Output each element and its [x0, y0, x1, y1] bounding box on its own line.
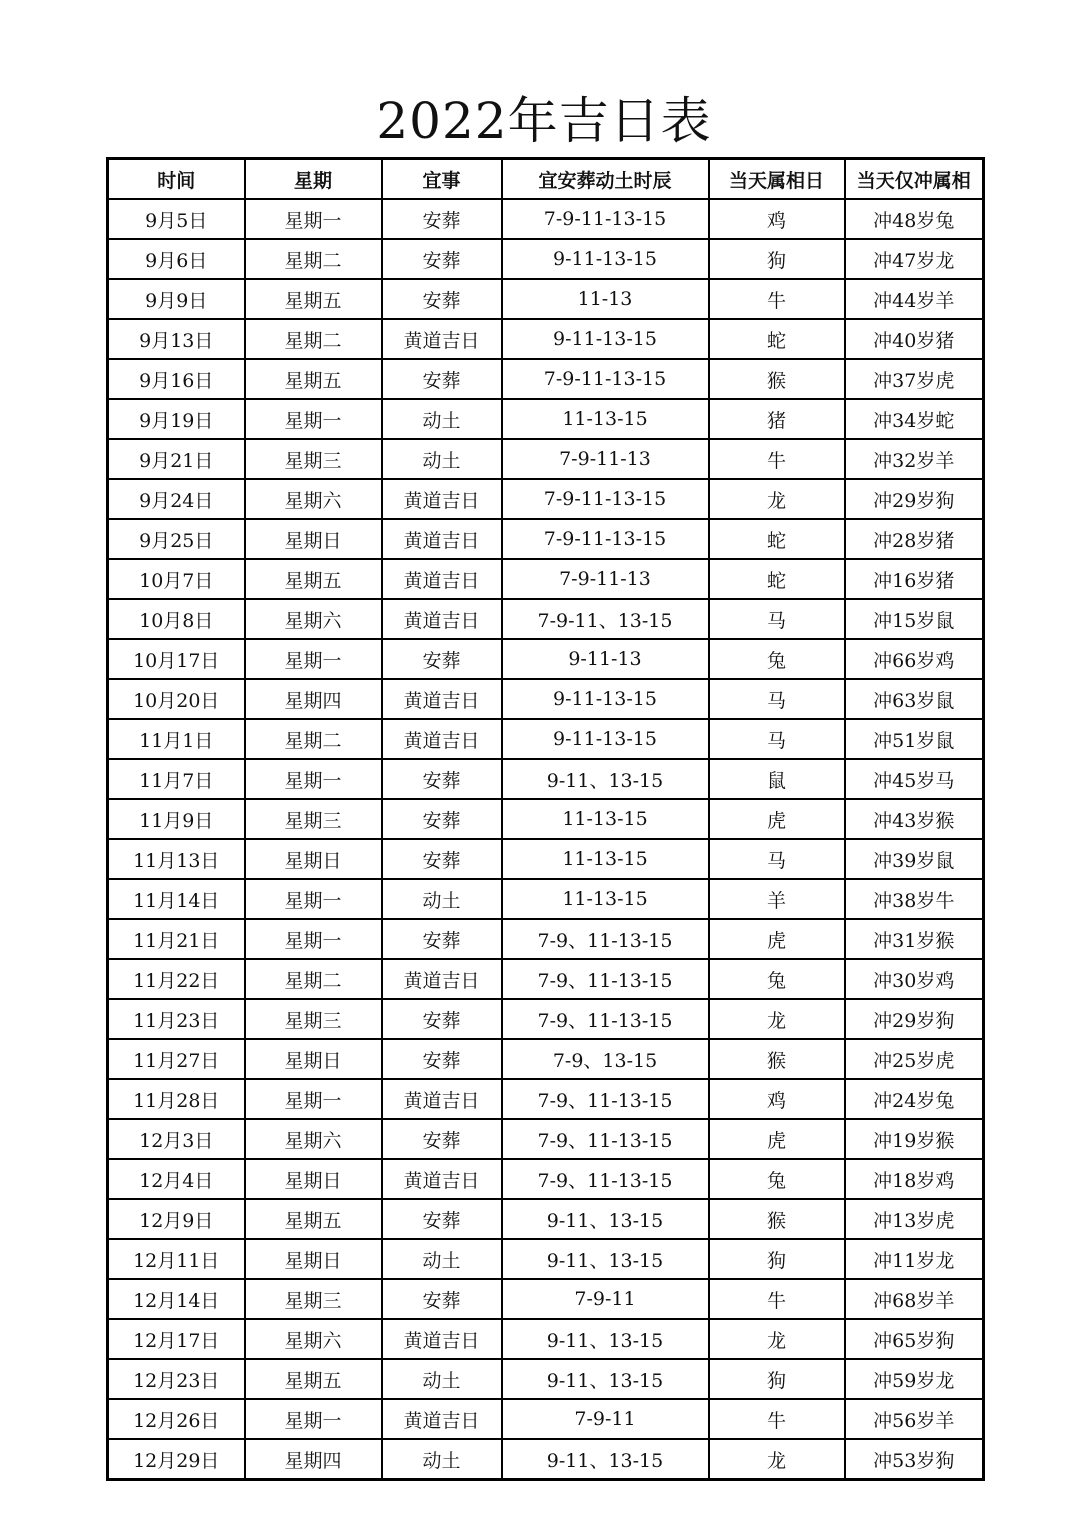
- cell-activity: 安葬: [382, 1119, 502, 1159]
- cell-activity: 安葬: [382, 639, 502, 679]
- cell-clash-zodiac: 冲31岁猴: [845, 919, 984, 959]
- table-row: [108, 1279, 984, 1319]
- cell-date: 12月17日: [108, 1319, 245, 1359]
- cell-activity: 安葬: [382, 999, 502, 1039]
- cell-zodiac-day: 羊: [709, 879, 845, 919]
- cell-zodiac-day: 蛇: [709, 559, 845, 599]
- header-clash-zodiac: 当天仅冲属相: [845, 159, 984, 200]
- table-row: [108, 1359, 984, 1399]
- cell-activity: 黄道吉日: [382, 1399, 502, 1439]
- cell-weekday: 星期三: [245, 1279, 382, 1319]
- cell-clash-zodiac: 冲44岁羊: [845, 279, 984, 319]
- cell-activity: 安葬: [382, 279, 502, 319]
- cell-date: 12月23日: [108, 1359, 245, 1399]
- cell-date: 12月11日: [108, 1239, 245, 1279]
- cell-clash-zodiac: 冲19岁猴: [845, 1119, 984, 1159]
- cell-hours: 7-9、11-13-15: [502, 1159, 709, 1199]
- cell-hours: 9-11、13-15: [502, 759, 709, 799]
- cell-zodiac-day: 龙: [709, 1439, 845, 1480]
- cell-date: 11月7日: [108, 759, 245, 799]
- cell-hours: 9-11、13-15: [502, 1439, 709, 1480]
- cell-clash-zodiac: 冲59岁龙: [845, 1359, 984, 1399]
- table-row: [108, 399, 984, 439]
- cell-clash-zodiac: 冲11岁龙: [845, 1239, 984, 1279]
- cell-weekday: 星期五: [245, 559, 382, 599]
- cell-hours: 7-9、11-13-15: [502, 919, 709, 959]
- cell-weekday: 星期五: [245, 1359, 382, 1399]
- cell-date: 9月6日: [108, 239, 245, 279]
- cell-date: 9月19日: [108, 399, 245, 439]
- cell-date: 9月21日: [108, 439, 245, 479]
- cell-date: 11月13日: [108, 839, 245, 879]
- cell-date: 11月22日: [108, 959, 245, 999]
- table-row: [108, 959, 984, 999]
- cell-weekday: 星期一: [245, 1079, 382, 1119]
- table-row: [108, 199, 984, 239]
- cell-hours: 9-11、13-15: [502, 1239, 709, 1279]
- cell-weekday: 星期一: [245, 759, 382, 799]
- cell-date: 10月8日: [108, 599, 245, 639]
- cell-date: 12月4日: [108, 1159, 245, 1199]
- cell-hours: 9-11、13-15: [502, 1199, 709, 1239]
- cell-activity: 安葬: [382, 759, 502, 799]
- table-row: [108, 1079, 984, 1119]
- cell-hours: 11-13-15: [502, 839, 709, 879]
- table-row: [108, 359, 984, 399]
- cell-date: 9月16日: [108, 359, 245, 399]
- cell-activity: 安葬: [382, 239, 502, 279]
- cell-date: 9月5日: [108, 199, 245, 239]
- cell-activity: 安葬: [382, 359, 502, 399]
- cell-activity: 安葬: [382, 1039, 502, 1079]
- cell-zodiac-day: 牛: [709, 279, 845, 319]
- cell-weekday: 星期六: [245, 599, 382, 639]
- cell-date: 12月26日: [108, 1399, 245, 1439]
- cell-clash-zodiac: 冲25岁虎: [845, 1039, 984, 1079]
- cell-date: 9月24日: [108, 479, 245, 519]
- cell-weekday: 星期二: [245, 719, 382, 759]
- cell-zodiac-day: 蛇: [709, 319, 845, 359]
- cell-weekday: 星期六: [245, 479, 382, 519]
- cell-activity: 黄道吉日: [382, 319, 502, 359]
- cell-zodiac-day: 猴: [709, 1039, 845, 1079]
- cell-hours: 7-9-11-13-15: [502, 479, 709, 519]
- table-row: [108, 759, 984, 799]
- cell-hours: 9-11、13-15: [502, 1359, 709, 1399]
- cell-clash-zodiac: 冲29岁狗: [845, 999, 984, 1039]
- auspicious-days-table: [106, 157, 985, 1481]
- cell-zodiac-day: 马: [709, 599, 845, 639]
- cell-hours: 7-9-11-13-15: [502, 359, 709, 399]
- table-row: [108, 279, 984, 319]
- cell-weekday: 星期二: [245, 959, 382, 999]
- cell-date: 9月9日: [108, 279, 245, 319]
- cell-clash-zodiac: 冲47岁龙: [845, 239, 984, 279]
- cell-hours: 7-9-11-13: [502, 439, 709, 479]
- cell-hours: 7-9、13-15: [502, 1039, 709, 1079]
- header-date: 时间: [108, 159, 245, 200]
- cell-weekday: 星期日: [245, 1039, 382, 1079]
- cell-clash-zodiac: 冲66岁鸡: [845, 639, 984, 679]
- cell-activity: 动土: [382, 439, 502, 479]
- cell-zodiac-day: 马: [709, 679, 845, 719]
- table-row: [108, 519, 984, 559]
- cell-zodiac-day: 牛: [709, 1399, 845, 1439]
- cell-zodiac-day: 马: [709, 839, 845, 879]
- cell-hours: 9-11-13: [502, 639, 709, 679]
- cell-zodiac-day: 虎: [709, 919, 845, 959]
- cell-activity: 黄道吉日: [382, 719, 502, 759]
- cell-clash-zodiac: 冲34岁蛇: [845, 399, 984, 439]
- cell-clash-zodiac: 冲13岁虎: [845, 1199, 984, 1239]
- table-row: [108, 919, 984, 959]
- cell-clash-zodiac: 冲39岁鼠: [845, 839, 984, 879]
- cell-date: 12月9日: [108, 1199, 245, 1239]
- cell-weekday: 星期五: [245, 1199, 382, 1239]
- cell-activity: 黄道吉日: [382, 679, 502, 719]
- table-row: [108, 1239, 984, 1279]
- cell-weekday: 星期一: [245, 879, 382, 919]
- cell-zodiac-day: 狗: [709, 1359, 845, 1399]
- cell-zodiac-day: 猴: [709, 359, 845, 399]
- cell-zodiac-day: 兔: [709, 639, 845, 679]
- cell-zodiac-day: 虎: [709, 1119, 845, 1159]
- cell-weekday: 星期五: [245, 359, 382, 399]
- header-activity: 宜事: [382, 159, 502, 200]
- cell-date: 9月25日: [108, 519, 245, 559]
- table-row: [108, 1159, 984, 1199]
- cell-clash-zodiac: 冲18岁鸡: [845, 1159, 984, 1199]
- cell-clash-zodiac: 冲53岁狗: [845, 1439, 984, 1480]
- header-weekday: 星期: [245, 159, 382, 200]
- table-row: [108, 1199, 984, 1239]
- cell-activity: 黄道吉日: [382, 959, 502, 999]
- cell-zodiac-day: 龙: [709, 479, 845, 519]
- cell-date: 10月20日: [108, 679, 245, 719]
- table-row: [108, 879, 984, 919]
- cell-clash-zodiac: 冲32岁羊: [845, 439, 984, 479]
- cell-weekday: 星期一: [245, 199, 382, 239]
- table-row: [108, 639, 984, 679]
- cell-clash-zodiac: 冲45岁马: [845, 759, 984, 799]
- cell-clash-zodiac: 冲38岁牛: [845, 879, 984, 919]
- cell-activity: 动土: [382, 399, 502, 439]
- cell-zodiac-day: 牛: [709, 439, 845, 479]
- cell-hours: 7-9、11-13-15: [502, 999, 709, 1039]
- cell-weekday: 星期五: [245, 279, 382, 319]
- cell-activity: 黄道吉日: [382, 519, 502, 559]
- table-row: [108, 1039, 984, 1079]
- cell-activity: 黄道吉日: [382, 1159, 502, 1199]
- cell-activity: 动土: [382, 879, 502, 919]
- cell-date: 11月21日: [108, 919, 245, 959]
- cell-weekday: 星期三: [245, 999, 382, 1039]
- cell-activity: 黄道吉日: [382, 599, 502, 639]
- cell-zodiac-day: 蛇: [709, 519, 845, 559]
- cell-hours: 7-9-11: [502, 1399, 709, 1439]
- page-title: 2022年吉日表: [376, 92, 712, 150]
- cell-hours: 9-11-13-15: [502, 679, 709, 719]
- cell-activity: 安葬: [382, 799, 502, 839]
- cell-activity: 黄道吉日: [382, 1319, 502, 1359]
- cell-date: 11月9日: [108, 799, 245, 839]
- cell-date: 11月27日: [108, 1039, 245, 1079]
- cell-hours: 11-13-15: [502, 799, 709, 839]
- cell-weekday: 星期二: [245, 239, 382, 279]
- cell-zodiac-day: 牛: [709, 1279, 845, 1319]
- cell-activity: 黄道吉日: [382, 479, 502, 519]
- cell-weekday: 星期三: [245, 799, 382, 839]
- cell-zodiac-day: 兔: [709, 959, 845, 999]
- table-row: [108, 479, 984, 519]
- cell-activity: 动土: [382, 1439, 502, 1480]
- header-row: [108, 159, 984, 200]
- cell-activity: 动土: [382, 1239, 502, 1279]
- cell-hours: 7-9-11-13: [502, 559, 709, 599]
- cell-date: 11月23日: [108, 999, 245, 1039]
- table-row: [108, 799, 984, 839]
- cell-clash-zodiac: 冲28岁猪: [845, 519, 984, 559]
- header-hours: 宜安葬动土时辰: [502, 159, 709, 200]
- cell-hours: 7-9、11-13-15: [502, 959, 709, 999]
- cell-date: 11月1日: [108, 719, 245, 759]
- cell-zodiac-day: 龙: [709, 1319, 845, 1359]
- cell-date: 12月14日: [108, 1279, 245, 1319]
- cell-zodiac-day: 鼠: [709, 759, 845, 799]
- cell-zodiac-day: 虎: [709, 799, 845, 839]
- cell-weekday: 星期一: [245, 919, 382, 959]
- cell-weekday: 星期日: [245, 1159, 382, 1199]
- cell-weekday: 星期四: [245, 679, 382, 719]
- cell-date: 12月3日: [108, 1119, 245, 1159]
- table-row: [108, 319, 984, 359]
- cell-weekday: 星期日: [245, 1239, 382, 1279]
- table-row: [108, 1119, 984, 1159]
- cell-date: 12月29日: [108, 1439, 245, 1480]
- table-row: [108, 1439, 984, 1480]
- cell-date: 10月17日: [108, 639, 245, 679]
- table-header: [108, 159, 984, 200]
- cell-clash-zodiac: 冲43岁猴: [845, 799, 984, 839]
- table-row: [108, 719, 984, 759]
- cell-zodiac-day: 鸡: [709, 199, 845, 239]
- cell-hours: 11-13: [502, 279, 709, 319]
- cell-hours: 7-9-11、13-15: [502, 599, 709, 639]
- cell-date: 11月28日: [108, 1079, 245, 1119]
- table-body: [108, 199, 984, 1480]
- cell-hours: 7-9、11-13-15: [502, 1079, 709, 1119]
- cell-clash-zodiac: 冲37岁虎: [845, 359, 984, 399]
- cell-weekday: 星期一: [245, 639, 382, 679]
- cell-activity: 安葬: [382, 1199, 502, 1239]
- cell-hours: 9-11、13-15: [502, 1319, 709, 1359]
- cell-zodiac-day: 狗: [709, 239, 845, 279]
- cell-weekday: 星期四: [245, 1439, 382, 1480]
- cell-zodiac-day: 马: [709, 719, 845, 759]
- cell-weekday: 星期三: [245, 439, 382, 479]
- cell-zodiac-day: 鸡: [709, 1079, 845, 1119]
- table-row: [108, 999, 984, 1039]
- cell-zodiac-day: 猴: [709, 1199, 845, 1239]
- cell-weekday: 星期一: [245, 1399, 382, 1439]
- cell-hours: 9-11-13-15: [502, 319, 709, 359]
- cell-activity: 安葬: [382, 199, 502, 239]
- cell-clash-zodiac: 冲63岁鼠: [845, 679, 984, 719]
- cell-activity: 安葬: [382, 839, 502, 879]
- cell-activity: 黄道吉日: [382, 1079, 502, 1119]
- cell-hours: 7-9、11-13-15: [502, 1119, 709, 1159]
- cell-zodiac-day: 狗: [709, 1239, 845, 1279]
- cell-hours: 9-11-13-15: [502, 239, 709, 279]
- cell-clash-zodiac: 冲48岁兔: [845, 199, 984, 239]
- cell-hours: 7-9-11-13-15: [502, 199, 709, 239]
- cell-weekday: 星期日: [245, 839, 382, 879]
- cell-clash-zodiac: 冲68岁羊: [845, 1279, 984, 1319]
- cell-date: 10月7日: [108, 559, 245, 599]
- cell-clash-zodiac: 冲40岁猪: [845, 319, 984, 359]
- cell-weekday: 星期一: [245, 399, 382, 439]
- header-zodiac-day: 当天属相日: [709, 159, 845, 200]
- table-row: [108, 1319, 984, 1359]
- cell-hours: 11-13-15: [502, 879, 709, 919]
- table-row: [108, 679, 984, 719]
- cell-hours: 11-13-15: [502, 399, 709, 439]
- cell-clash-zodiac: 冲30岁鸡: [845, 959, 984, 999]
- table-row: [108, 839, 984, 879]
- cell-activity: 黄道吉日: [382, 559, 502, 599]
- cell-clash-zodiac: 冲24岁兔: [845, 1079, 984, 1119]
- cell-weekday: 星期二: [245, 319, 382, 359]
- cell-date: 9月13日: [108, 319, 245, 359]
- cell-clash-zodiac: 冲65岁狗: [845, 1319, 984, 1359]
- cell-activity: 动土: [382, 1359, 502, 1399]
- cell-clash-zodiac: 冲29岁狗: [845, 479, 984, 519]
- cell-hours: 9-11-13-15: [502, 719, 709, 759]
- cell-clash-zodiac: 冲56岁羊: [845, 1399, 984, 1439]
- table-row: [108, 439, 984, 479]
- cell-activity: 安葬: [382, 919, 502, 959]
- table-row: [108, 599, 984, 639]
- table-row: [108, 559, 984, 599]
- cell-date: 11月14日: [108, 879, 245, 919]
- cell-activity: 安葬: [382, 1279, 502, 1319]
- cell-zodiac-day: 龙: [709, 999, 845, 1039]
- cell-clash-zodiac: 冲15岁鼠: [845, 599, 984, 639]
- cell-clash-zodiac: 冲16岁猪: [845, 559, 984, 599]
- cell-hours: 7-9-11-13-15: [502, 519, 709, 559]
- cell-weekday: 星期六: [245, 1119, 382, 1159]
- table-row: [108, 239, 984, 279]
- cell-weekday: 星期日: [245, 519, 382, 559]
- cell-clash-zodiac: 冲51岁鼠: [845, 719, 984, 759]
- cell-zodiac-day: 兔: [709, 1159, 845, 1199]
- cell-zodiac-day: 猪: [709, 399, 845, 439]
- cell-hours: 7-9-11: [502, 1279, 709, 1319]
- cell-weekday: 星期六: [245, 1319, 382, 1359]
- table-row: [108, 1399, 984, 1439]
